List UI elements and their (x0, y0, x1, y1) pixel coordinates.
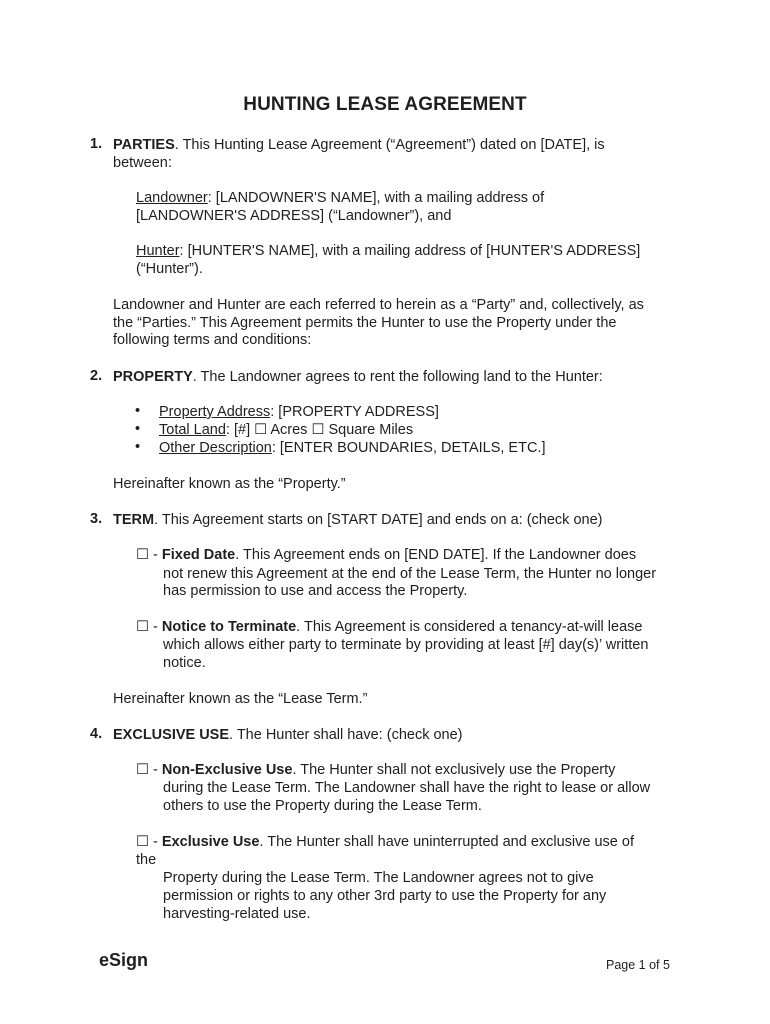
notice-to-terminate-option[interactable] (136, 618, 642, 636)
total-land-value: : [#] ☐ Acres ☐ Square Miles (225, 422, 414, 438)
esign-logo: eSign (99, 950, 149, 970)
fixed-date-line2: not renew this Agreement at the end of the Lease Term, the Hunter no longer (163, 566, 657, 582)
lease-term-hereinafter: Hereinafter known as the “Lease Term.” (113, 691, 368, 707)
fixed-date-label: Fixed Date (161, 547, 236, 563)
hunter-line2: (“Hunter”). (136, 261, 203, 277)
non-exclusive-use-line3: others to use the Property during the Lease Term. (163, 798, 482, 814)
hunter-line1 (136, 242, 640, 260)
section-2-number: 2. (90, 368, 103, 384)
checkbox-icon[interactable]: ☐ - (136, 762, 162, 778)
notice-to-terminate-label: Notice to Terminate (161, 619, 297, 635)
section-4-text: . The Hunter shall have: (check one) (229, 727, 463, 743)
exclusive-use-line4: harvesting-related use. (163, 906, 311, 922)
section-2-line1 (113, 368, 603, 386)
non-exclusive-use-label: Non-Exclusive Use (161, 762, 293, 778)
section-3-line1 (113, 511, 602, 529)
landowner-line1 (136, 189, 544, 207)
section-1-line1 (113, 136, 605, 154)
non-exclusive-use-option[interactable] (136, 761, 615, 779)
section-4-heading: EXCLUSIVE USE (113, 727, 230, 743)
bullet-icon: • (135, 439, 141, 455)
section-4-line1 (113, 726, 463, 744)
checkbox-icon[interactable]: ☐ - (136, 834, 162, 850)
exclusive-use-label: Exclusive Use (161, 834, 260, 850)
section-4-number: 4. (90, 726, 103, 742)
parties-para-line3: following terms and conditions: (113, 332, 312, 348)
page-number: Page 1 of 5 (606, 958, 670, 972)
checkbox-icon[interactable]: ☐ - (136, 547, 162, 563)
property-address-label: Property Address (159, 404, 271, 420)
parties-para-line2: the “Parties.” This Agreement permits the Hunter to use the Property under the (113, 315, 617, 331)
fixed-date-text: . This Agreement ends on [END DATE]. If the Landowner does (235, 547, 637, 563)
total-land-item (159, 421, 413, 439)
notice-to-terminate-text: . This Agreement is considered a tenancy-at-will lease (296, 619, 643, 635)
section-2-heading: PROPERTY (113, 369, 193, 385)
parties-para-line1: Landowner and Hunter are each referred to herein as a “Party” and, collectively, as (113, 297, 644, 313)
other-description-label: Other Description (159, 440, 272, 456)
property-address-value: : [PROPERTY ADDRESS] (270, 404, 439, 420)
exclusive-use-text: . The Hunter shall have uninterrupted and exclusive use of (259, 834, 634, 850)
hunter-label: Hunter (136, 243, 180, 259)
notice-to-terminate-line3: notice. (163, 655, 206, 671)
bullet-icon: • (135, 403, 141, 419)
property-address-item (159, 403, 439, 421)
landowner-text: : [LANDOWNER'S NAME], with a mailing address of (207, 190, 545, 206)
notice-to-terminate-line2: which allows either party to terminate by providing at least [#] day(s)’ written (163, 637, 649, 653)
non-exclusive-use-text: . The Hunter shall not exclusively use the Property (292, 762, 616, 778)
total-land-label: Total Land (159, 422, 226, 438)
checkbox-icon[interactable]: ☐ - (136, 619, 162, 635)
other-description-value: : [ENTER BOUNDARIES, DETAILS, ETC.] (271, 440, 546, 456)
hunter-text: : [HUNTER'S NAME], with a mailing address of [HUNTER'S ADDRESS] (179, 243, 641, 259)
section-1-number: 1. (90, 136, 103, 152)
exclusive-use-option[interactable] (136, 833, 634, 851)
exclusive-use-line1b: the (136, 852, 157, 868)
section-1-text: . This Hunting Lease Agreement (“Agreement”) dated on [DATE], is (174, 137, 605, 153)
exclusive-use-line2: Property during the Lease Term. The Landowner agrees not to give (163, 870, 594, 886)
section-2-text: . The Landowner agrees to rent the following land to the Hunter: (192, 369, 603, 385)
section-3-number: 3. (90, 511, 103, 527)
fixed-date-option[interactable] (136, 546, 636, 564)
section-3-heading: TERM (113, 512, 155, 528)
bullet-icon: • (135, 421, 141, 437)
landowner-line2: [LANDOWNER'S ADDRESS] (“Landowner”), and (136, 208, 452, 224)
document-title: HUNTING LEASE AGREEMENT (243, 94, 527, 115)
exclusive-use-line3: permission or rights to any other 3rd party to use the Property for any (163, 888, 607, 904)
section-3-text: . This Agreement starts on [START DATE] and ends on a: (check one) (154, 512, 603, 528)
section-1-heading: PARTIES (113, 137, 175, 153)
property-hereinafter: Hereinafter known as the “Property.” (113, 476, 346, 492)
fixed-date-line3: has permission to use and access the Property. (163, 583, 468, 599)
other-description-item (159, 439, 546, 457)
section-1-line2: between: (113, 155, 172, 171)
non-exclusive-use-line2: during the Lease Term. The Landowner shall have the right to lease or allow (163, 780, 651, 796)
landowner-label: Landowner (136, 190, 208, 206)
